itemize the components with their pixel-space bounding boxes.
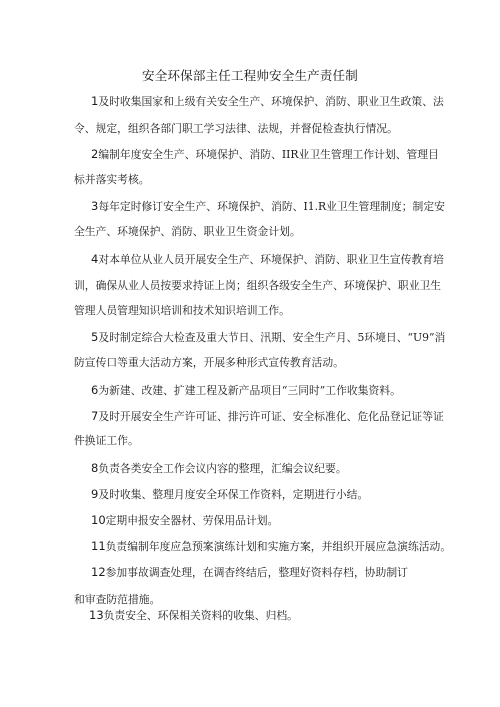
item-7-line-2: 件换证工作。 (74, 434, 139, 447)
item-1-line-1 (91, 94, 444, 109)
item-1-line-2: 令、规定，组织各部门职工学习法律、法规，并督促检查执行情况。 (74, 122, 398, 135)
item-6-text-1: 为新建、改建、扩建工程及新产品项目“三同时”工作收集资料。 (98, 384, 401, 397)
item-9-text-1: 及时收集、整理月度安全环保工作资料，定期进行小结。 (98, 488, 369, 501)
item-3-text-1: 每年定时修订安全生产、环境保护、消防、I1.R业卫生管理制度；制定安 (98, 200, 445, 213)
item-9-line-1 (91, 487, 368, 502)
item-12-number: 12 (91, 565, 106, 579)
item-10-number: 10 (91, 513, 106, 527)
item-12-line-2: 和审查防范措施。 (74, 593, 161, 606)
item-4-number: 4 (91, 252, 99, 266)
item-5-text-1: 及时制定综合大检查及重大节日、汛期、安全生产月、5环境日、“U9”消 (98, 331, 446, 344)
item-5-line-1 (91, 330, 445, 345)
item-13-text-1: 负责安全、环保相关资料的收集、归档。 (103, 609, 298, 622)
item-8-text-1: 负责各类安全工作会议内容的整理，汇编会议纪要。 (98, 462, 347, 475)
item-11-line-1 (91, 539, 451, 554)
item-8-number: 8 (91, 461, 99, 475)
item-1-text-1: 及时收集国家和上级有关安全生产、环境保护、消防、职业卫生政策、法 (98, 95, 444, 108)
item-13-number: 13 (89, 608, 104, 622)
item-8-line-1 (91, 461, 347, 476)
item-11-number: 11 (91, 539, 106, 553)
item-11-text-1: 负责编制年度应急预案演练计划和实施方案，并组织开展应急演练活动。 (105, 540, 452, 553)
item-6-number: 6 (91, 383, 99, 397)
item-7-line-1 (91, 409, 444, 424)
document-title: 安全环保部主任工程帅安全生产责任制 (142, 68, 358, 83)
item-4-line-1 (91, 252, 444, 267)
item-4-line-3: 管理人员管理知识培训和技术知识培训工作。 (74, 304, 290, 317)
item-6-line-1 (91, 383, 401, 398)
item-9-number: 9 (91, 487, 99, 501)
item-5-number: 5 (91, 330, 99, 344)
item-13-line-1 (89, 608, 298, 623)
item-3-line-1 (91, 199, 445, 214)
item-10-text-1: 定期申报安全器材、劳保用品计划。 (105, 514, 279, 527)
item-3-line-2: 全生产、环境保护、消防、职业卫生资金计划。 (74, 225, 301, 238)
item-1-number: 1 (91, 94, 99, 108)
item-12-line-1 (91, 565, 408, 580)
item-4-line-2: 训，确保从业人员按要求持证上岗；组织各级安全生产、环境保护、职业卫生 (74, 279, 442, 292)
item-2-number: 2 (91, 147, 99, 161)
item-7-text-1: 及时开展安全生产许可证、排污许可证、安全标准化、危化品登记证等证 (98, 410, 444, 423)
item-2-line-1 (91, 147, 439, 162)
item-4-text-1: 对本单位从业人员开展安全生产、环境保护、消防、职业卫生宣传教育培 (98, 253, 444, 266)
item-10-line-1 (91, 513, 278, 528)
item-2-line-2: 标并落实考核。 (74, 173, 150, 186)
item-7-number: 7 (91, 409, 99, 423)
item-12-text-1: 参加事故调查处理，在调杳终结后，整理好资料存档，协助制订 (105, 566, 408, 579)
item-5-line-2: 防宣传口等重大活动方案，开展多种形式宣传教育活动。 (74, 356, 344, 369)
item-3-number: 3 (91, 199, 99, 213)
item-2-text-1: 编制年度安全生产、环境保护、消防、IIR业卫生管理工作计划、管理目 (98, 148, 439, 161)
